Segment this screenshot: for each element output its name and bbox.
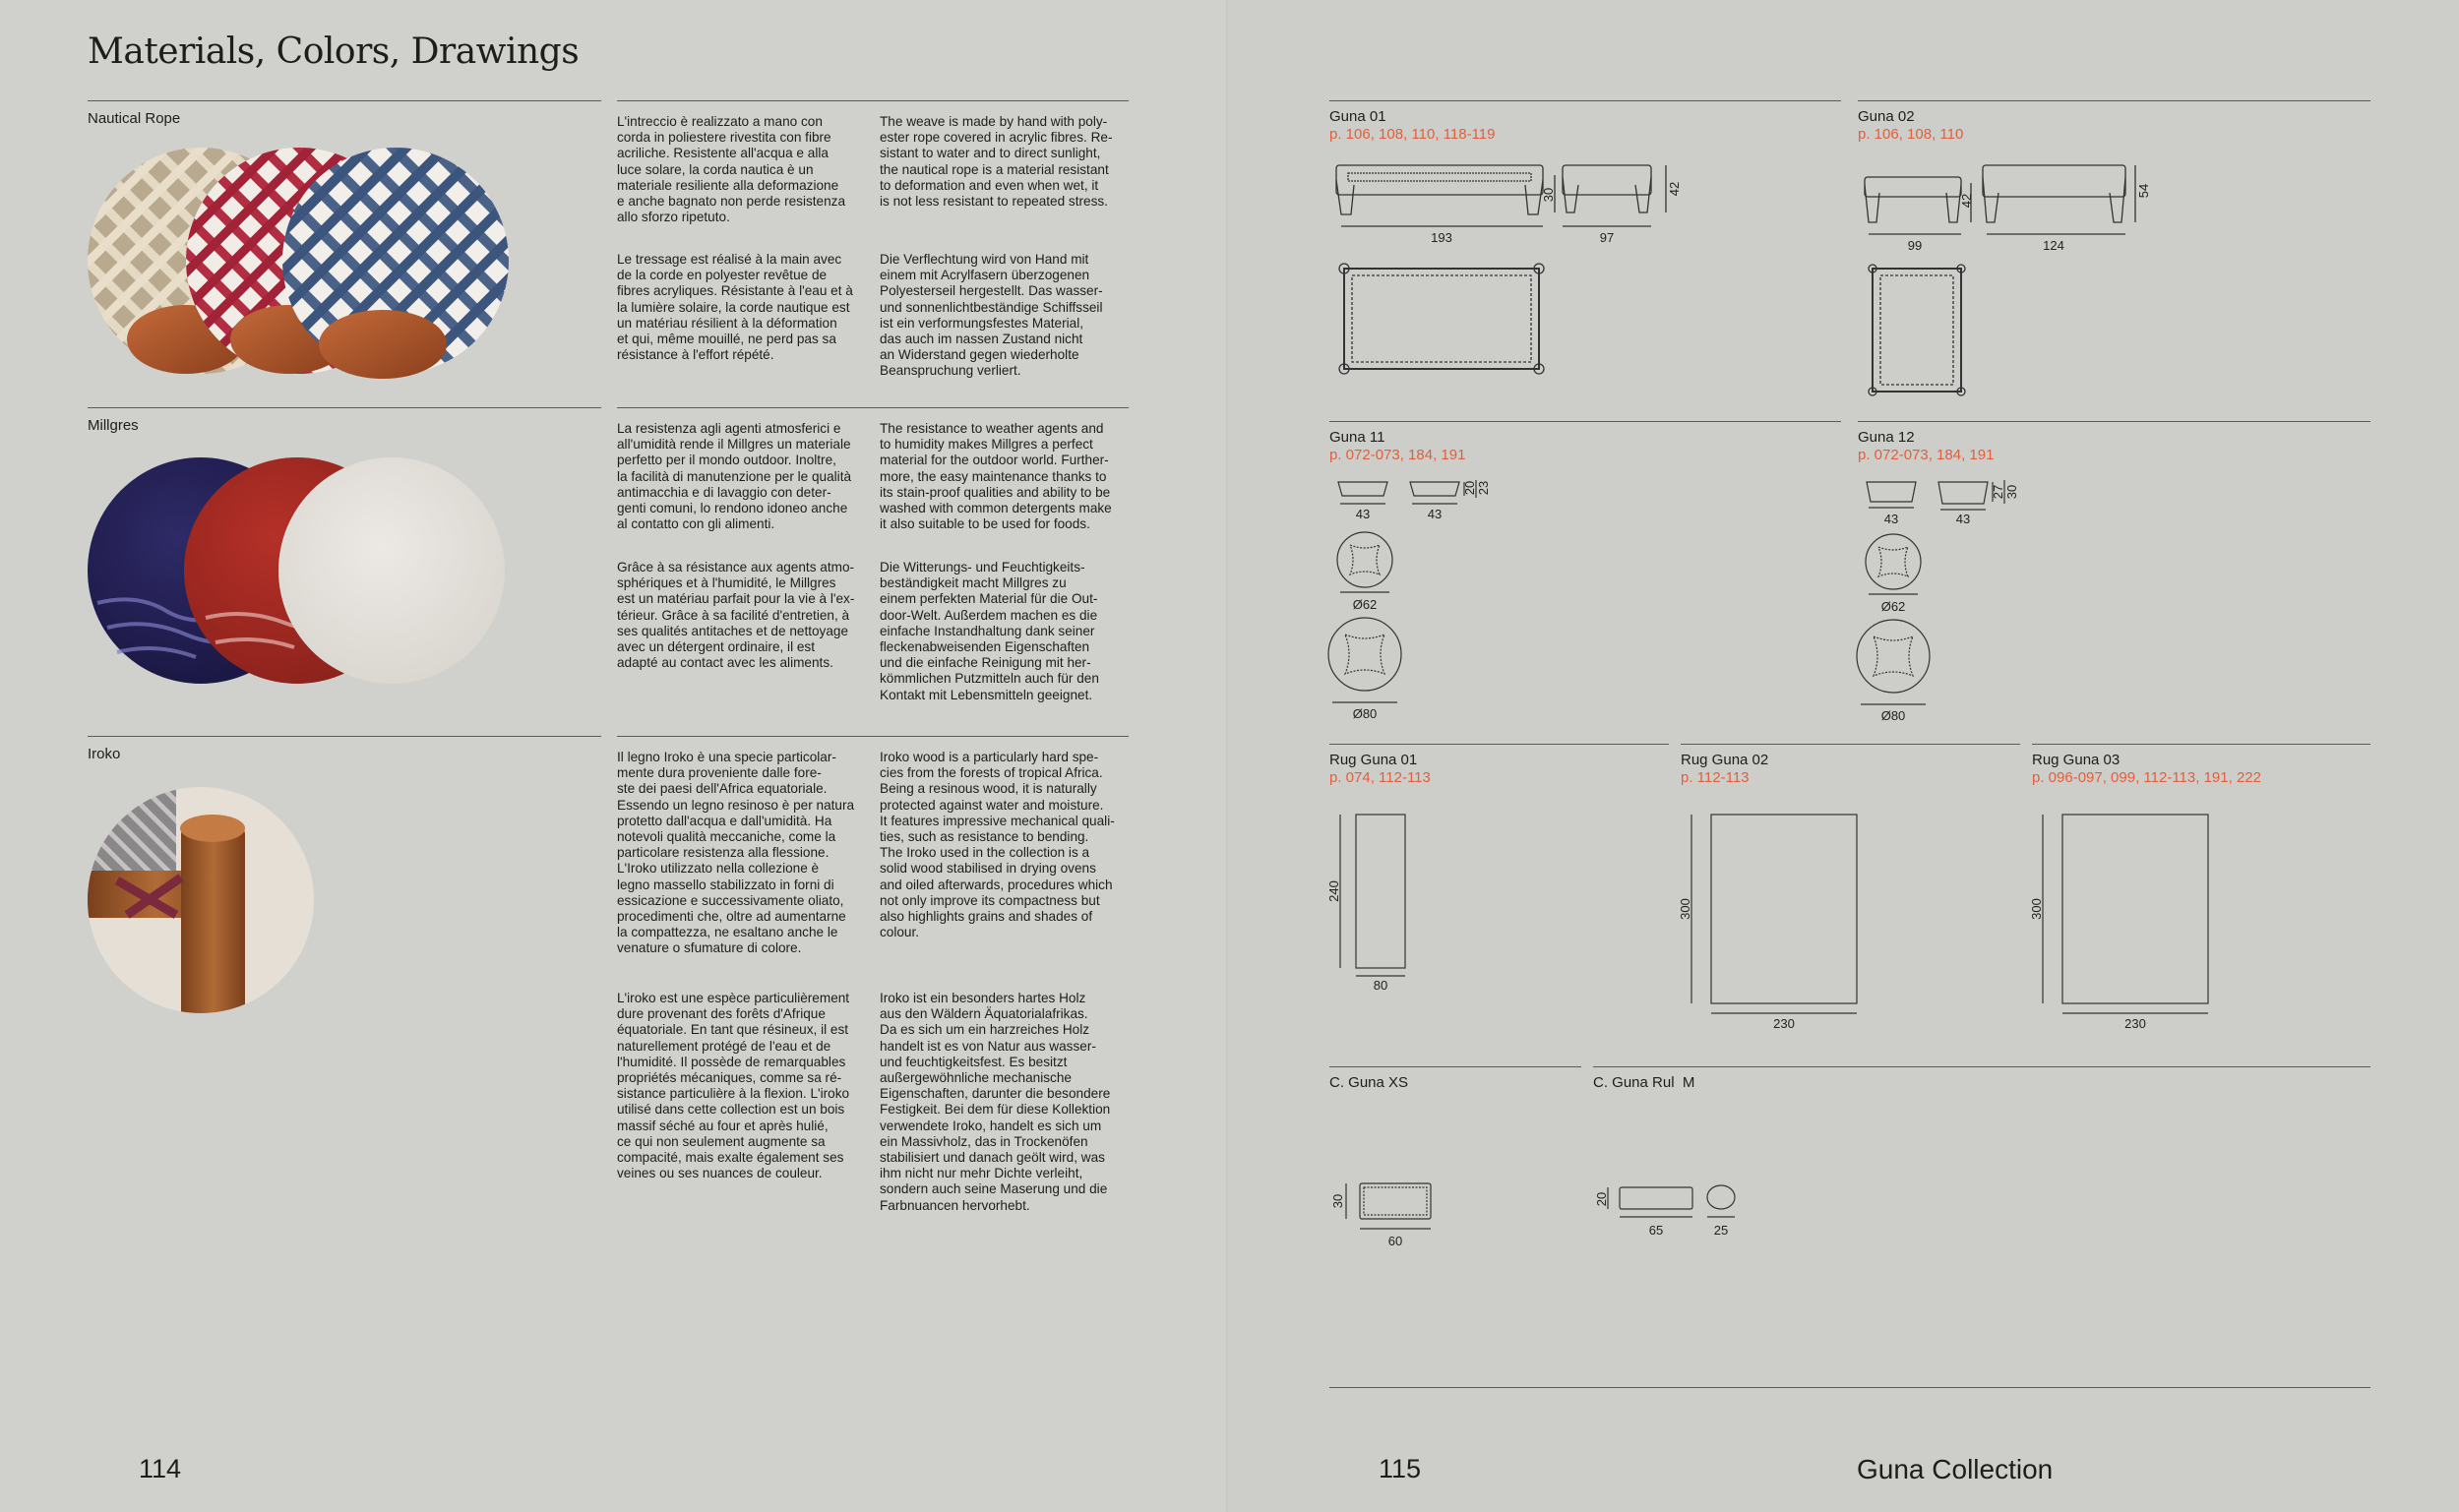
product-name-rug-guna-02: Rug Guna 02 xyxy=(1681,752,1769,768)
dim-label: 20 xyxy=(1462,480,1477,496)
rule xyxy=(617,407,1129,408)
dim-label: 80 xyxy=(1373,978,1388,993)
rule xyxy=(2032,744,2370,745)
rug-guna-01-drawing xyxy=(1326,807,1445,994)
product-name-guna-11: Guna 11 xyxy=(1329,429,1385,446)
nautical-rope-text-fr: Le tressage est réalisé à la main avec de la corde en polyester revêtue de fibres acryliques. Résistante à l'eau et à la lumière solaire, la corde nautique est un matériau résilient à la déformation et qui, même mouillé, ne perd pas sa résistance à l'effort répété. xyxy=(617,252,853,363)
dim-label: 42 xyxy=(1959,193,1974,209)
page-title: Materials, Colors, Drawings xyxy=(88,31,580,72)
dim-label: 43 xyxy=(1427,507,1443,521)
product-name-c-guna-rul-m: C. Guna Rul M xyxy=(1593,1074,1695,1091)
rule xyxy=(88,407,601,408)
dim-label: 30 xyxy=(1330,1193,1345,1209)
iroko-text-de: Iroko ist ein besonders hartes Holz aus den Wäldern Äquatorialafrikas. Da es sich um ein harzreiches Holz handelt ist es von Natur aus wasser- und feuchtigkeitsfest. Es besitzt außergewöhnliche mechanische Eigenschaften, darunter die besondere Festigkeit. Bei dem für diese Kollektion verwendete Iroko, handelt es sich um ein Massivholz, das in Trockenöfen stabilisiert und danach geölt wird, was ihm nicht nur mehr Dichte verleiht, sondern auch seine Maserung und die Farbnuancen hervorhebt. xyxy=(880,991,1111,1213)
millgres-swatches xyxy=(88,455,521,687)
product-pages-rug-guna-03: p. 096-097, 099, 112-113, 191, 222 xyxy=(2032,769,2261,786)
guna-01-drawing xyxy=(1326,155,1789,392)
page-number-left: 114 xyxy=(139,1454,182,1483)
dim-label: 300 xyxy=(1678,898,1692,920)
rule xyxy=(1329,1387,2370,1388)
iroko-text-fr: L'iroko est une espèce particulièrement dure provenant des forêts d'Afrique équatoriale. En tant que résineux, il est naturellement protégé de l'eau et de l'humidité. Il possède de remarquables propriétés mécaniques, comme sa ré- sistance particulière à la flexion. L'iroko utilisé dans cette collection est un bois massif séché au four et après hulié, ce qui non seulement augmente sa compacité, mais exalte également ses veines ou ses nuances de couleur. xyxy=(617,991,850,1181)
rule xyxy=(1858,100,2370,101)
product-pages-guna-11: p. 072-073, 184, 191 xyxy=(1329,447,1466,463)
c-guna-xs-drawing xyxy=(1326,1176,1445,1254)
dim-label: 20 xyxy=(1594,1191,1609,1207)
guna-12-drawing xyxy=(1855,474,2052,723)
rule xyxy=(617,100,1129,101)
material-label-millgres: Millgres xyxy=(88,417,139,434)
dim-label: 300 xyxy=(2029,898,2044,920)
dim-label: 99 xyxy=(1907,238,1923,253)
product-name-guna-01: Guna 01 xyxy=(1329,108,1386,125)
dim-label: 60 xyxy=(1387,1234,1403,1248)
c-guna-rul-m-drawing xyxy=(1590,1176,1748,1254)
left-page xyxy=(0,0,1228,1512)
rule xyxy=(1593,1066,2370,1067)
dim-label: 23 xyxy=(1476,480,1491,496)
rug-guna-02-drawing xyxy=(1678,807,1875,1033)
millgres-swatch-white xyxy=(278,457,505,684)
rug-guna-03-drawing xyxy=(2029,807,2226,1033)
nautical-rope-swatches xyxy=(88,148,521,379)
product-name-c-guna-xs: C. Guna XS xyxy=(1329,1074,1409,1091)
iroko-swatch xyxy=(88,787,314,1013)
product-name-guna-02: Guna 02 xyxy=(1858,108,1915,125)
dim-label: 43 xyxy=(1883,512,1899,526)
iroko-text-en: Iroko wood is a particularly hard spe- cies from the forests of tropical Africa. Being a resinous wood, it is naturally protected against water and moisture. It features impressive mechanical quali- ties, such as resistance to bending. The Iroko used in the collection is a solid wood stabilised in drying ovens and oiled afterwards, procedures which not only improve its compactness but also highlights grains and shades of colour. xyxy=(880,750,1115,940)
dim-label: 43 xyxy=(1955,512,1971,526)
collection-title: Guna Collection xyxy=(1857,1454,2054,1484)
dim-label: 25 xyxy=(1713,1223,1729,1238)
rule xyxy=(1681,744,2020,745)
rule xyxy=(617,736,1129,737)
rule xyxy=(1329,744,1669,745)
millgres-text-de: Die Witterungs- und Feuchtigkeits- beständigkeit macht Millgres zu einem perfekten Material für die Out- door-Welt. Außerdem machen es die einfache Instandhaltung dank seiner fleckenabweisenden Eigenschaften und die einfache Reinigung mit her- kömmlichen Putzmitteln auch für den Kontakt mit Lebensmitteln geeignet. xyxy=(880,560,1099,702)
product-pages-guna-12: p. 072-073, 184, 191 xyxy=(1858,447,1995,463)
rule xyxy=(1329,100,1841,101)
dim-label: Ø62 xyxy=(1352,597,1378,612)
dim-label: 30 xyxy=(2004,484,2019,500)
product-name-guna-12: Guna 12 xyxy=(1858,429,1915,446)
dim-label: 193 xyxy=(1431,230,1452,245)
dim-label: 230 xyxy=(2124,1016,2146,1031)
product-name-rug-guna-03: Rug Guna 03 xyxy=(2032,752,2121,768)
rule xyxy=(1329,421,1841,422)
dim-label: 30 xyxy=(1541,187,1556,203)
dim-label: 124 xyxy=(2043,238,2064,253)
dim-label: 97 xyxy=(1599,230,1615,245)
product-pages-rug-guna-02: p. 112-113 xyxy=(1681,769,1750,786)
right-page xyxy=(1228,0,2459,1512)
dim-label: Ø62 xyxy=(1880,599,1906,614)
page-number-right: 115 xyxy=(1379,1454,1422,1483)
material-label-iroko: Iroko xyxy=(88,746,121,762)
rule xyxy=(1329,1066,1581,1067)
nautical-rope-text-it: L'intreccio è realizzato a mano con corda in poliestere rivestita con fibre acriliche. Resistente all'acqua e alla luce solare, la corda nautica è un materiale resiliente alla deformazione e anche bagnato non perde resistenza allo sforzo ripetuto. xyxy=(617,114,846,225)
rule xyxy=(88,100,601,101)
guna-11-drawing xyxy=(1326,474,1523,720)
nautical-rope-text-de: Die Verflechtung wird von Hand mit einem mit Acrylfasern überzogenen Polyesterseil hergestellt. Das wasser- und sonnenlichtbeständige Schiffsseil ist ein verformungsfestes Material, das auch im nassen Zustand nicht an Widerstand gegen wiederholte Beanspruchung verliert. xyxy=(880,252,1103,379)
dim-label: 43 xyxy=(1355,507,1371,521)
guna-02-drawing xyxy=(1855,155,2180,401)
iroko-text-it: Il legno Iroko è una specie particolar- mente dura proveniente dalle fore- ste dei paesi dell'Africa equatoriale. Essendo un legno resinoso è per natura protetto dall'acqua e dall'umidità. Ha notevoli qualità meccaniche, come la particolare resistenza alla flessione. L'Iroko utilizzato nella collezione è legno massello stabilizzato in forni di essicazione e successivamente oliato, procedimenti che, oltre ad aumentarne la compattezza, ne esaltano anche le venature o sfumature di colore. xyxy=(617,750,855,956)
rule xyxy=(88,736,601,737)
millgres-text-en: The resistance to weather agents and to humidity makes Millgres a perfect material for the outdoor world. Further- more, the easy maintenance thanks to its stain-proof qualities and ability to be washed with common detergents make it also suitable to be used for foods. xyxy=(880,421,1112,532)
nautical-rope-text-en: The weave is made by hand with poly- ester rope covered in acrylic fibres. Re- sistant to water and to direct sunlight, the nautical rope is a material resistant to deformation and even when wet, it is not less resistant to repeated stress. xyxy=(880,114,1113,210)
product-pages-rug-guna-01: p. 074, 112-113 xyxy=(1329,769,1431,786)
rule xyxy=(1858,421,2370,422)
millgres-text-it: La resistenza agli agenti atmosferici e all'umidità rende il Millgres un materiale perfetto per il mondo outdoor. Inoltre, la facilità di manutenzione per le qualità antimacchia e di lavaggio con deter- genti comuni, lo rendono idoneo anche al contatto con gli alimenti. xyxy=(617,421,852,532)
product-pages-guna-01: p. 106, 108, 110, 118-119 xyxy=(1329,126,1496,143)
dim-label: 240 xyxy=(1326,880,1341,902)
dim-label: 65 xyxy=(1648,1223,1664,1238)
dim-label: 27 xyxy=(1991,484,2005,500)
dim-label: 42 xyxy=(1667,181,1682,197)
dim-label: Ø80 xyxy=(1880,708,1906,723)
dim-label: Ø80 xyxy=(1352,706,1378,721)
material-label-nautical-rope: Nautical Rope xyxy=(88,110,181,127)
product-pages-guna-02: p. 106, 108, 110 xyxy=(1858,126,1964,143)
dim-label: 54 xyxy=(2136,183,2151,199)
product-name-rug-guna-01: Rug Guna 01 xyxy=(1329,752,1418,768)
millgres-text-fr: Grâce à sa résistance aux agents atmo- sphériques et à l'humidité, le Millgres est un matériau parfait pour la vie à l'ex- térieur. Grâce à sa facilité d'entretien, à ses qualités antitaches et de nettoyage avec un détergent ordinaire, il est adapté au contact avec les aliments. xyxy=(617,560,855,671)
dim-label: 230 xyxy=(1773,1016,1795,1031)
